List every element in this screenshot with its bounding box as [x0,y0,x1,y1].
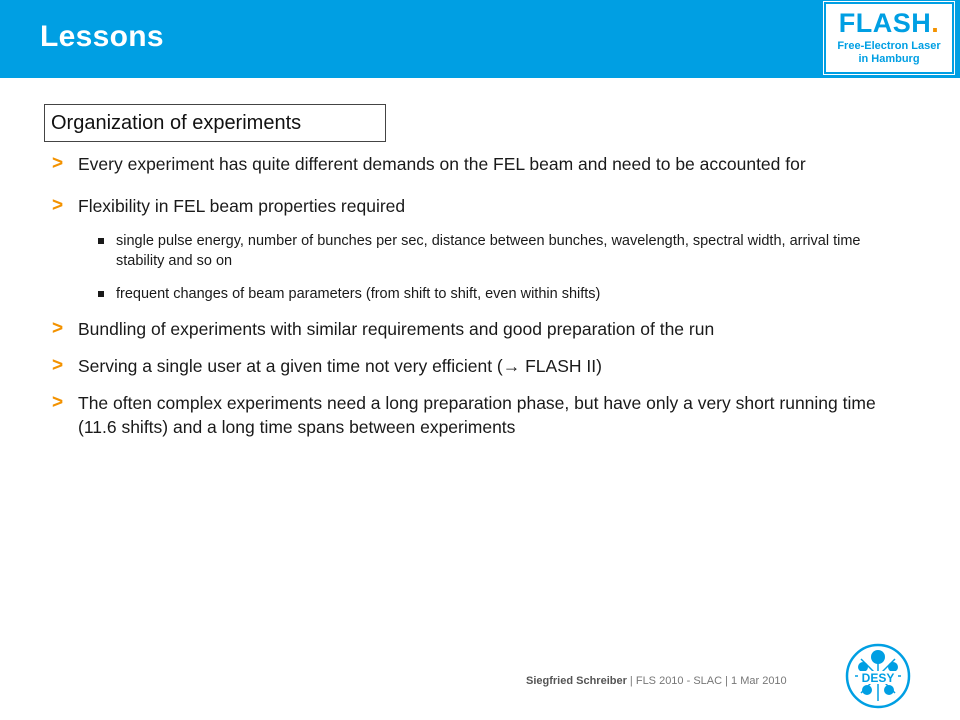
bullet-text: The often complex experiments need a long preparation phase, but have only a very short running time (11.6 shifts) and a long time spans between experiments [78,393,876,437]
bullet-text: Serving a single user at a given time not very efficient (→ FLASH II) [78,356,602,376]
flash-logo-text: FLASH [838,8,932,38]
bullet-item [52,391,912,439]
bullet-item [52,152,912,176]
desy-logo-text: DESY [861,671,895,685]
footer-details: | FLS 2010 - SLAC | 1 Mar 2010 [626,675,787,687]
desy-logo-icon [845,643,911,709]
bullet-marker-icon: > [52,153,64,174]
bullet-marker-icon: > [52,195,64,216]
sub-bullet-text: single pulse energy, number of bunches per sec, distance between bunches, wavelength, spectral width, arrival time stability and so on [116,233,861,269]
square-bullet-icon [98,291,104,297]
footer [526,675,787,687]
bullet-marker-icon: > [52,318,64,339]
flash-logo-dot: . [931,8,940,38]
section-heading: Organization of experiments [44,104,386,142]
bullet-item [52,194,912,218]
slide-title: Lessons [40,20,164,53]
bullet-text: Every experiment has quite different demands on the FEL beam and need to be accounted for [78,154,806,174]
bullet-text: Bundling of experiments with similar requirements and good preparation of the run [78,319,715,339]
flash-logo [824,2,954,74]
bullet-text: Flexibility in FEL beam properties required [78,196,406,216]
sub-bullet-text: frequent changes of beam parameters (from shift to shift, even within shifts) [116,286,601,302]
sub-bullet-item [52,284,912,304]
square-bullet-icon [98,238,104,244]
flash-logo-main [826,8,952,38]
footer-author: Siegfried Schreiber [526,675,627,687]
bullet-item [52,317,912,341]
flash-logo-line2: in Hamburg [858,53,920,65]
sub-bullet-item [52,231,912,271]
header-bar [0,0,960,78]
bullet-marker-icon: > [52,392,64,413]
bullet-item [52,354,912,378]
bullet-list [52,152,912,439]
flash-logo-line1: Free-Electron Laser [837,40,941,52]
bullet-marker-icon: > [52,355,64,376]
